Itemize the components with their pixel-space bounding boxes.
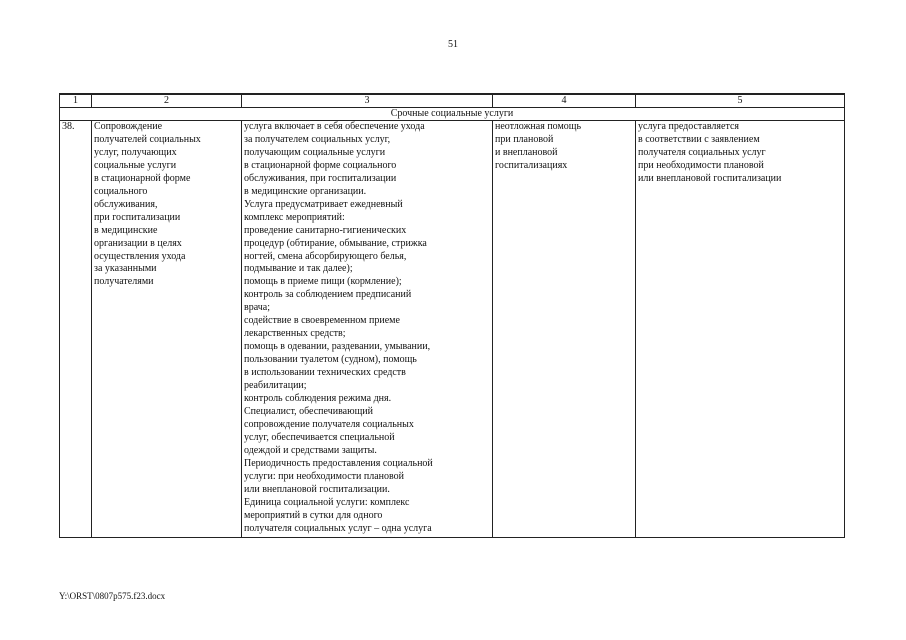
section-row [60, 108, 845, 121]
footer-file-path: Y:\ORST\0807p575.f23.docx [59, 591, 166, 601]
service-description-cell: услуга включает в себя обеспечение ухода за получателем социальных услуг, получающим социальные услуги в стационарной форме социального обслуживания, при госпитализации в медицинские организации. Услуга предусматривает ежедневный комплекс мероприятий: проведение санитарно-гигиенических процедур (обтирание, обмывание, стрижка ногтей, смена абсорбирующего белья, подмывание и так далее); помощь в приеме пищи (кормление); контроль за соблюдением предписаний врача; содействие в своевременном приеме лекарственных средств; помощь в одевании, раздевании, умывании, пользовании туалетом (судном), помощь в использовании технических средств реабилитации; контроль соблюдения режима дня. Специалист, обеспечивающий сопровождение получателя социальных услуг, обеспечивается специальной одеждой и средствами защиты. Периодичность предоставления социальной услуги: при необходимости плановой или внеплановой госпитализации. Единица социальной услуги: комплекс мероприятий в сутки для одного получателя социальных услуг – одна услуга [242, 121, 493, 538]
column-5-cell: услуга предоставляется в соответствии с заявлением получателя социальных услуг при необходимости плановой или внеплановой госпитализации [636, 121, 845, 538]
services-table [59, 93, 845, 538]
table-row [60, 121, 845, 538]
header-cell-4: 4 [493, 94, 636, 108]
section-title: Срочные социальные услуги [60, 108, 845, 121]
header-cell-1: 1 [60, 94, 92, 108]
header-cell-5: 5 [636, 94, 845, 108]
row-number-cell: 38. [60, 121, 92, 538]
page-number: 51 [448, 39, 458, 50]
header-cell-3: 3 [242, 94, 493, 108]
table-header-row [60, 94, 845, 108]
header-cell-2: 2 [92, 94, 242, 108]
column-4-cell: неотложная помощь при плановой и внеплановой госпитализациях [493, 121, 636, 538]
service-name-cell: Сопровождение получателей социальных услуг, получающих социальные услуги в стационарной форме социального обслуживания, при госпитализации в медицинские организации в целях осуществления ухода за указанными получателями [92, 121, 242, 538]
